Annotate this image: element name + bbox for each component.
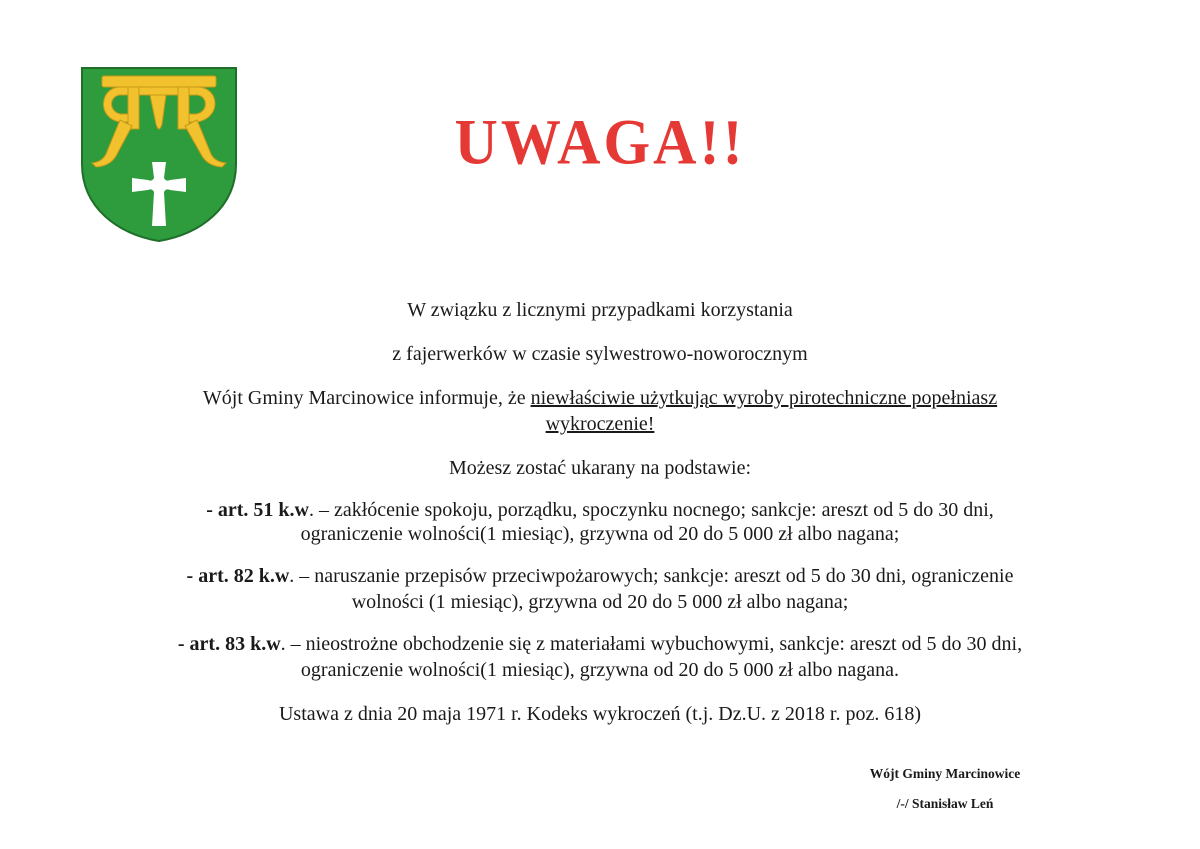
coat-of-arms-shield-icon xyxy=(80,66,238,242)
signature-name: /-/ Stanisław Leń xyxy=(896,796,994,811)
info-line xyxy=(90,386,1110,410)
article-dash: - xyxy=(206,499,218,521)
article-text: . – naruszanie przepisów przeciwpożarowych; sankcje: areszt od 5 do 30 dni, ograniczenie xyxy=(289,565,1014,587)
article-ref: art. 82 k.w xyxy=(198,565,290,587)
article-51-line-2: ograniczenie wolności(1 miesiąc), grzywna od 20 do 5 000 zł albo nagana; xyxy=(300,523,900,545)
article-51-line-1 xyxy=(90,498,1110,522)
law-reference: Ustawa z dnia 20 maja 1971 r. Kodeks wykroczeń (t.j. Dz.U. z 2018 r. poz. 618) xyxy=(278,703,922,725)
article-82-line-1 xyxy=(90,564,1110,588)
article-dash: - xyxy=(186,565,199,587)
article-text: . – zakłócenie spokoju, porządku, spoczynku nocnego; sankcje: areszt od 5 do 30 dni, xyxy=(308,499,994,521)
info-prefix: Wójt Gminy Marcinowice informuje, że xyxy=(202,387,531,409)
article-ref: art. 51 k.w xyxy=(217,499,309,521)
page-title: UWAGA!! xyxy=(454,106,746,178)
article-text: . – nieostrożne obchodzenie się z materiałami wybuchowymi, sankcje: areszt od 5 do 30 dni, xyxy=(280,633,1023,655)
info-underlined-text-2: wykroczenie! xyxy=(545,413,655,435)
signature-title: Wójt Gminy Marcinowice xyxy=(869,766,1021,781)
article-ref: art. 83 k.w xyxy=(189,633,281,655)
intro-line-2: z fajerwerków w czasie sylwestrowo-noworocznym xyxy=(392,343,808,365)
article-82-line-2: wolności (1 miesiąc), grzywna od 20 do 5 000 zł albo nagana; xyxy=(351,591,849,613)
article-83-line-1 xyxy=(90,632,1110,656)
article-83-line-2: ograniczenie wolności(1 miesiąc), grzywna od 20 do 5 000 zł albo nagana. xyxy=(300,659,900,681)
penalty-intro: Możesz zostać ukarany na podstawie: xyxy=(448,457,752,479)
info-underlined-text: niewłaściwie użytkując wyroby pirotechniczne popełniasz xyxy=(530,387,998,409)
intro-line-1: W związku z licznymi przypadkami korzystania xyxy=(407,299,793,321)
info-line-2 xyxy=(90,412,1110,436)
article-dash: - xyxy=(177,633,190,655)
